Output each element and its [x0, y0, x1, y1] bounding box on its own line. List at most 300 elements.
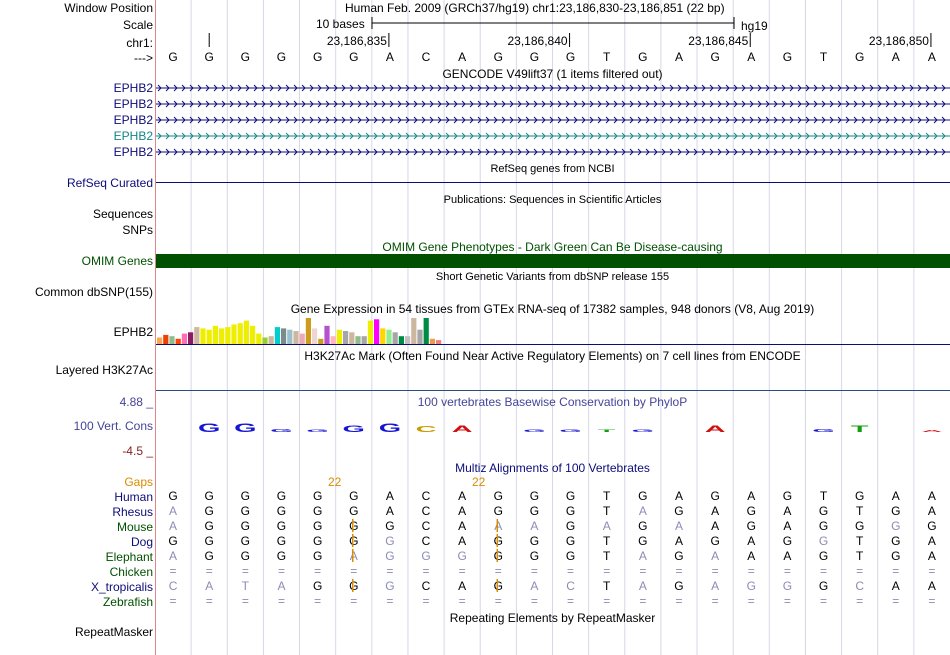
sequence-base: G — [782, 50, 793, 64]
multiz-base: G — [746, 579, 756, 593]
multiz-base: A — [674, 519, 683, 533]
gaps-label: Gaps — [124, 475, 153, 489]
multiz-base: T — [603, 504, 611, 518]
conservation-letter — [598, 429, 616, 433]
multiz-base: G — [276, 519, 287, 533]
multiz-base: = — [567, 564, 575, 578]
multiz-base: A — [711, 549, 720, 563]
gtex-tissue-bar — [219, 328, 224, 344]
conservation-letter — [705, 424, 726, 435]
svg-text:G: G — [306, 428, 329, 433]
cons-track-title: 100 vertebrates Basewise Conservation by PhyloP — [417, 395, 688, 409]
sequence-base: G — [638, 50, 648, 64]
multiz-base: = — [494, 564, 502, 578]
refseq-gene-line[interactable] — [156, 182, 950, 183]
gtex-tissue-bar — [275, 327, 280, 344]
coordinate-ruler[interactable] — [155, 32, 950, 48]
gtex-tissue-bar — [374, 319, 379, 344]
gtex-tissue-bar — [399, 336, 404, 344]
multiz-base: = — [928, 594, 936, 608]
multiz-base: = — [675, 564, 683, 578]
gap-count-2: 22 — [472, 475, 486, 489]
multiz-base: = — [603, 594, 611, 608]
multiz-base: C — [566, 579, 575, 593]
sequence-base: G — [276, 50, 287, 64]
ruler-tick-label: 23,186,845 — [688, 34, 749, 48]
dbsnp-label[interactable]: Common dbSNP(155) — [34, 285, 153, 299]
strand-label: ---> — [134, 51, 153, 65]
conservation-letter — [559, 429, 581, 433]
conservation-letter — [234, 421, 256, 435]
multiz-base: G — [818, 579, 829, 593]
h3k27ac-label[interactable]: Layered H3K27Ac — [55, 363, 153, 377]
cons-min-label: -4.5 _ — [122, 444, 153, 458]
multiz-base: G — [276, 489, 287, 503]
sequence-base: G — [710, 50, 720, 64]
gtex-tissue-bar — [207, 330, 212, 344]
multiz-base: T — [603, 579, 611, 593]
multiz-base: = — [350, 594, 358, 608]
gtex-tissue-bar — [300, 334, 305, 344]
refseq-track-title: RefSeq genes from NCBI — [490, 163, 615, 175]
gtex-tissue-bar — [355, 336, 360, 344]
multiz-base: A — [927, 534, 936, 548]
multiz-base: = — [530, 564, 538, 578]
multiz-base: A — [169, 519, 178, 533]
gtex-tissue-bar — [411, 318, 416, 344]
conservation-letter — [343, 424, 365, 435]
multiz-base: = — [205, 594, 213, 608]
multiz-base: G — [818, 549, 829, 563]
multiz-base: = — [458, 564, 466, 578]
svg-text:T: T — [850, 423, 869, 435]
multiz-base: = — [205, 564, 213, 578]
multiz-base: G — [782, 534, 793, 548]
gtex-tissue-bar — [213, 326, 218, 344]
multiz-base: = — [169, 564, 177, 578]
svg-text:A: A — [451, 423, 473, 435]
svg-text:A: A — [921, 430, 943, 433]
multiz-base: A — [638, 579, 647, 593]
multiz-species-label[interactable]: Dog — [130, 535, 153, 549]
gtex-tissue-bar — [312, 328, 317, 344]
multiz-base: G — [493, 504, 503, 518]
multiz-base: = — [675, 594, 683, 608]
multiz-base: G — [385, 579, 395, 593]
dna-sequence-row[interactable] — [155, 48, 950, 64]
h3k27ac-baseline — [156, 390, 950, 391]
multiz-species-label[interactable]: Zebrafish — [102, 595, 153, 609]
multiz-base: C — [421, 534, 431, 548]
sequence-base: G — [349, 50, 359, 64]
sequence-base: C — [421, 50, 431, 64]
conservation-logo[interactable] — [156, 418, 950, 448]
multiz-base: C — [421, 519, 431, 533]
svg-text:G: G — [812, 427, 835, 434]
multiz-base: G — [638, 534, 648, 548]
gtex-tissue-bar — [318, 339, 323, 344]
multiz-base: A — [458, 504, 467, 518]
multiz-base: G — [927, 519, 937, 533]
snps-label[interactable]: SNPs — [122, 223, 153, 237]
multiz-species-label[interactable]: Human — [114, 490, 153, 504]
gtex-tissue-bar — [368, 321, 373, 344]
multiz-base: = — [747, 564, 755, 578]
gtex-tissue-bar — [306, 318, 311, 344]
svg-text:G: G — [631, 428, 655, 433]
multiz-base: G — [493, 489, 503, 503]
multiz-base: G — [854, 489, 865, 503]
multiz-base: G — [385, 549, 395, 563]
multiz-base: = — [639, 594, 647, 608]
multiz-base: G — [818, 504, 829, 518]
multiz-track-title: Multiz Alignments of 100 Vertebrates — [455, 461, 650, 475]
multiz-base: = — [928, 564, 936, 578]
scale-bar-text: 10 bases — [316, 17, 365, 31]
multiz-base: A — [891, 579, 900, 593]
svg-text:G: G — [234, 421, 257, 435]
gencode-transcript-label[interactable]: EPHB2 — [113, 81, 153, 95]
multiz-base: C — [168, 579, 178, 593]
gtex-tissue-bar — [386, 330, 391, 344]
multiz-base: G — [349, 579, 359, 593]
gtex-tissue-bar — [331, 336, 336, 344]
multiz-base: G — [204, 534, 214, 548]
svg-text:G: G — [198, 421, 221, 435]
multiz-base: G — [529, 549, 540, 563]
multiz-base: A — [458, 579, 467, 593]
gencode-track-title: GENCODE V49lift37 (1 items filtered out) — [442, 67, 663, 81]
conservation-letter — [851, 424, 869, 435]
gtex-tissue-bar — [337, 330, 342, 344]
multiz-base: = — [820, 564, 828, 578]
multiz-base: G — [204, 489, 214, 503]
cons-label[interactable]: 100 Vert. Cons — [73, 419, 153, 433]
multiz-base: = — [856, 594, 864, 608]
multiz-base: G — [240, 534, 251, 548]
gencode-transcript-label[interactable]: EPHB2 — [113, 97, 153, 111]
scale-assembly-text: hg19 — [741, 19, 768, 33]
multiz-base: G — [565, 489, 576, 503]
multiz-base: A — [349, 549, 358, 563]
multiz-base: A — [927, 489, 936, 503]
multiz-base: A — [530, 519, 539, 533]
multiz-base: A — [530, 579, 539, 593]
multiz-base: G — [349, 489, 359, 503]
multiz-base: G — [818, 534, 829, 548]
multiz-base: G — [818, 519, 829, 533]
scale-bar — [370, 16, 736, 30]
ruler-tick-label: 23,186,840 — [507, 34, 568, 48]
sequence-base: G — [529, 50, 540, 64]
multiz-base: T — [603, 489, 611, 503]
multiz-base: G — [854, 519, 865, 533]
multiz-base: G — [493, 579, 503, 593]
multiz-base: G — [276, 504, 287, 518]
multiz-base: G — [312, 489, 323, 503]
multiz-base: G — [674, 504, 684, 518]
multiz-base: = — [241, 564, 249, 578]
multiz-species-label[interactable]: X_tropicalis — [90, 580, 153, 594]
gtex-tissue-bar — [231, 325, 236, 345]
gtex-label[interactable]: EPHB2 — [113, 325, 153, 339]
svg-text:G: G — [523, 428, 546, 433]
refseq-label[interactable]: RefSeq Curated — [66, 176, 153, 190]
multiz-base: G — [638, 519, 648, 533]
multiz-base: = — [856, 564, 864, 578]
multiz-base: A — [169, 504, 178, 518]
multiz-base: = — [567, 594, 575, 608]
multiz-base: A — [602, 519, 611, 533]
multiz-base: G — [204, 519, 214, 533]
svg-text:G: G — [270, 427, 293, 434]
gtex-tissue-bar — [281, 328, 286, 344]
gtex-tissue-bar — [244, 321, 249, 344]
multiz-base: C — [855, 579, 864, 593]
multiz-base: A — [458, 519, 467, 533]
multiz-base: = — [386, 564, 394, 578]
multiz-base: A — [385, 504, 394, 518]
chrom-label: chr1: — [126, 36, 153, 50]
multiz-base: A — [747, 534, 756, 548]
multiz-base: G — [204, 549, 214, 563]
multiz-base: G — [312, 519, 323, 533]
multiz-base: T — [819, 489, 828, 503]
multiz-base: A — [385, 489, 394, 503]
multiz-base: A — [638, 549, 647, 563]
multiz-base: A — [674, 489, 683, 503]
gtex-tissue-bar — [182, 334, 187, 344]
sequence-base: G — [204, 50, 214, 64]
multiz-base: G — [349, 504, 359, 518]
multiz-base: G — [710, 489, 720, 503]
multiz-base: A — [747, 549, 756, 563]
multiz-base: = — [458, 594, 466, 608]
gtex-tissue-bar — [269, 336, 274, 344]
gtex-tissue-bar — [324, 326, 329, 344]
multiz-base: G — [674, 549, 684, 563]
multiz-base: = — [386, 594, 394, 608]
gencode-transcript-label[interactable]: EPHB2 — [113, 129, 153, 143]
cons-max-label: 4.88 _ — [119, 395, 153, 409]
multiz-base: A — [458, 489, 467, 503]
svg-text:A: A — [704, 423, 726, 435]
gtex-tissue-bar — [157, 338, 162, 345]
multiz-base: = — [530, 594, 538, 608]
multiz-base: T — [855, 504, 864, 518]
sequence-base: A — [458, 50, 467, 64]
multiz-base: G — [565, 504, 576, 518]
gencode-transcript-label[interactable]: EPHB2 — [113, 145, 153, 159]
multiz-base: A — [927, 579, 936, 593]
sequences-label[interactable]: Sequences — [92, 207, 153, 221]
multiz-base: G — [168, 489, 178, 503]
multiz-base: T — [603, 534, 611, 548]
sequence-base: G — [565, 50, 576, 64]
multiz-base: G — [891, 549, 901, 563]
multiz-base: A — [747, 489, 756, 503]
multiz-base: A — [783, 504, 792, 518]
omim-gene-bar[interactable] — [156, 254, 950, 268]
conservation-letter — [198, 421, 220, 435]
multiz-base: = — [639, 564, 647, 578]
conservation-letter — [306, 429, 328, 433]
gtex-bar-chart[interactable] — [156, 315, 950, 345]
multiz-base: G — [421, 549, 431, 563]
multiz-species-label[interactable]: Rhesus — [112, 505, 153, 519]
multiz-base: A — [205, 579, 214, 593]
omim-track-title: OMIM Gene Phenotypes - Dark Green Can Be Disease-causing — [382, 240, 723, 254]
multiz-base: G — [529, 504, 540, 518]
sequence-base: A — [747, 50, 756, 64]
multiz-base: G — [385, 519, 395, 533]
multiz-base: T — [603, 549, 611, 563]
gtex-tissue-bar — [424, 318, 429, 344]
multiz-base: = — [711, 564, 719, 578]
multiz-base: A — [494, 519, 503, 533]
multiz-base: G — [782, 489, 793, 503]
conservation-letter — [632, 429, 654, 433]
gtex-tissue-bar — [417, 330, 422, 344]
multiz-base: G — [312, 534, 323, 548]
multiz-base: A — [927, 549, 936, 563]
multiz-base: = — [603, 564, 611, 578]
dbsnp-track-title: Short Genetic Variants from dbSNP release 155 — [435, 271, 670, 283]
multiz-species-label[interactable]: Elephant — [105, 550, 153, 564]
multiz-base: G — [457, 549, 467, 563]
sequence-base: T — [819, 50, 828, 64]
gtex-tissue-bar — [194, 327, 199, 344]
repeatmasker-label[interactable]: RepeatMasker — [74, 625, 153, 639]
multiz-base: = — [711, 594, 719, 608]
multiz-base: G — [746, 504, 756, 518]
multiz-base: G — [276, 534, 287, 548]
sequence-base: G — [493, 50, 503, 64]
multiz-base: = — [422, 564, 430, 578]
multiz-base: = — [747, 594, 755, 608]
conservation-letter — [270, 428, 292, 433]
multiz-base: G — [168, 534, 178, 548]
multiz-base: G — [240, 504, 251, 518]
sequence-base: A — [674, 50, 683, 64]
conservation-letter — [523, 429, 545, 433]
sequence-base: G — [240, 50, 251, 64]
window-position-label: Window Position — [64, 1, 153, 15]
multiz-base: G — [565, 519, 576, 533]
multiz-base: = — [277, 594, 285, 608]
multiz-base: A — [638, 504, 647, 518]
gtex-track-title: Gene Expression in 54 tissues from GTEx RNA-seq of 17382 samples, 948 donors (V8, Aug 2019) — [290, 302, 815, 316]
multiz-base: A — [674, 534, 683, 548]
gtex-tissue-bar — [393, 332, 398, 344]
multiz-base: G — [312, 549, 323, 563]
sequence-base: A — [385, 50, 394, 64]
multiz-base: = — [783, 564, 791, 578]
gtex-tissue-bar — [287, 330, 292, 344]
sequence-base: A — [927, 50, 936, 64]
gtex-tissue-bar — [188, 332, 193, 344]
multiz-base: A — [458, 534, 467, 548]
multiz-base: G — [493, 549, 503, 563]
svg-text:C: C — [415, 424, 437, 434]
multiz-base: A — [711, 579, 720, 593]
h3k27ac-track-title: H3K27Ac Mark (Often Found Near Active Regulatory Elements) on 7 cell lines from ENCODE — [304, 349, 801, 363]
gtex-tissue-bar — [250, 326, 255, 344]
svg-text:G: G — [378, 421, 402, 435]
gtex-tissue-bar — [238, 323, 243, 344]
multiz-base: G — [349, 534, 359, 548]
multiz-base: G — [891, 519, 901, 533]
multiz-species-label[interactable]: Mouse — [116, 520, 153, 534]
multiz-base: = — [892, 564, 900, 578]
multiz-base: G — [638, 489, 648, 503]
multiz-base: A — [891, 489, 900, 503]
multiz-base: G — [782, 579, 793, 593]
multiz-base: = — [422, 594, 430, 608]
multiz-base: G — [204, 504, 214, 518]
svg-text:G: G — [559, 428, 582, 433]
repeatmasker-track-title: Repeating Elements by RepeatMasker — [449, 611, 656, 625]
omim-label[interactable]: OMIM Genes — [81, 254, 153, 268]
gtex-tissue-bar — [225, 327, 230, 344]
multiz-base: G — [240, 489, 251, 503]
gencode-track[interactable] — [155, 80, 950, 160]
conservation-letter — [379, 421, 401, 435]
publications-track-title: Publications: Sequences in Scientific Articles — [443, 194, 662, 206]
multiz-species-label[interactable]: Chicken — [109, 565, 153, 579]
multiz-base: C — [421, 489, 431, 503]
multiz-base: A — [711, 504, 720, 518]
gtex-tissue-bar — [262, 338, 267, 345]
conservation-letter — [812, 428, 834, 433]
multiz-base: G — [276, 549, 287, 563]
gtex-tissue-bar — [200, 328, 205, 344]
multiz-base: G — [385, 534, 395, 548]
gtex-tissue-bar — [436, 340, 441, 344]
multiz-base: A — [783, 549, 792, 563]
multiz-base: G — [891, 504, 901, 518]
sequence-base: G — [854, 50, 865, 64]
conservation-letter — [922, 430, 943, 433]
multiz-base: = — [494, 594, 502, 608]
multiz-base: = — [169, 594, 177, 608]
gtex-tissue-bar — [163, 335, 168, 344]
gtex-tissue-bar — [343, 331, 348, 344]
multiz-base: G — [240, 519, 251, 533]
sequence-base: A — [891, 50, 900, 64]
multiz-alignment[interactable] — [155, 488, 950, 612]
conservation-letter — [416, 425, 437, 434]
ruler-tick-label: 23,186,850 — [868, 34, 929, 48]
svg-text:T: T — [597, 428, 616, 433]
gtex-tissue-bar — [176, 339, 181, 344]
multiz-base: T — [241, 579, 250, 593]
gtex-tissue-bar — [405, 336, 410, 344]
multiz-base: C — [421, 579, 431, 593]
multiz-base: A — [783, 519, 792, 533]
multiz-base: G — [565, 534, 576, 548]
multiz-base: = — [820, 594, 828, 608]
multiz-base: = — [314, 594, 322, 608]
sequence-base: G — [168, 50, 178, 64]
multiz-base: A — [927, 504, 936, 518]
gtex-tissue-bar — [430, 339, 435, 344]
multiz-base: C — [421, 504, 431, 518]
multiz-base: G — [529, 534, 540, 548]
gtex-tissue-bar — [256, 334, 261, 344]
gencode-transcript-label[interactable]: EPHB2 — [113, 113, 153, 127]
multiz-base: T — [855, 549, 864, 563]
